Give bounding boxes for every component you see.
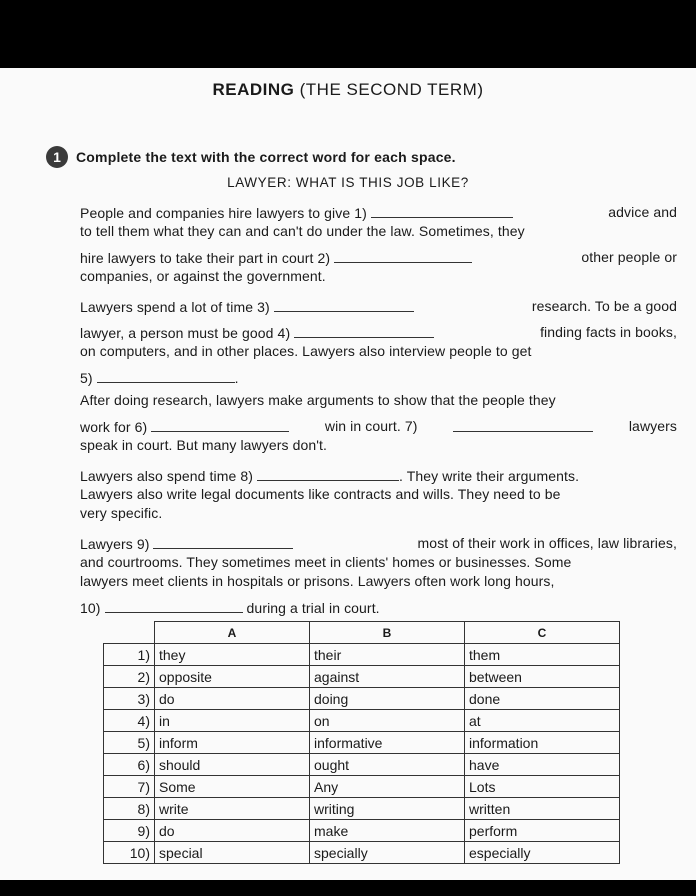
text-line: Lawyers 9) most of their work in offices, law libraries,	[80, 535, 677, 552]
task-number-badge: 1	[46, 146, 68, 168]
text-line: work for 6) win in court. 7) lawyers	[80, 418, 677, 435]
option-a[interactable]: they	[155, 644, 310, 666]
blank-7[interactable]	[453, 417, 593, 432]
option-c[interactable]: perform	[465, 820, 620, 842]
option-a[interactable]: should	[155, 754, 310, 776]
row-number: 6)	[104, 754, 155, 776]
option-b[interactable]: Any	[310, 776, 465, 798]
page-title	[0, 80, 696, 100]
option-a[interactable]: Some	[155, 776, 310, 798]
blank-10[interactable]	[105, 598, 243, 613]
option-c[interactable]: written	[465, 798, 620, 820]
blank-2[interactable]	[334, 248, 472, 263]
option-c[interactable]: have	[465, 754, 620, 776]
row-number: 9)	[104, 820, 155, 842]
option-c[interactable]: Lots	[465, 776, 620, 798]
header-c: C	[465, 622, 620, 644]
header-b: B	[310, 622, 465, 644]
text-line: Lawyers also write legal documents like contracts and wills. They need to be	[80, 486, 561, 502]
table-header-row	[104, 622, 620, 644]
row-number: 5)	[104, 732, 155, 754]
table-row	[104, 776, 620, 798]
task-instruction: Complete the text with the correct word for each space.	[76, 149, 456, 165]
option-b[interactable]: against	[310, 666, 465, 688]
text-line: speak in court. But many lawyers don't.	[80, 437, 328, 453]
option-b[interactable]: ought	[310, 754, 465, 776]
option-c[interactable]: information	[465, 732, 620, 754]
text-line: 5) .	[80, 370, 239, 386]
row-number: 8)	[104, 798, 155, 820]
option-a[interactable]: inform	[155, 732, 310, 754]
text-line: companies, or against the government.	[80, 268, 326, 284]
title-rest: (THE SECOND TERM)	[299, 80, 484, 99]
table-row	[104, 688, 620, 710]
row-number: 10)	[104, 842, 155, 864]
text-subtitle: LAWYER: WHAT IS THIS JOB LIKE?	[227, 175, 469, 190]
text-line: 10) during a trial in court.	[80, 600, 380, 616]
text-line: People and companies hire lawyers to give 1) advice and	[80, 204, 677, 221]
table-row	[104, 710, 620, 732]
table-row	[104, 666, 620, 688]
top-black-bar	[0, 0, 696, 68]
row-number: 2)	[104, 666, 155, 688]
table-row	[104, 842, 620, 864]
text-line: lawyer, a person must be good 4) finding facts in books,	[80, 324, 677, 341]
bottom-black-bar	[0, 880, 696, 896]
blank-4[interactable]	[294, 323, 434, 338]
row-number: 1)	[104, 644, 155, 666]
option-c[interactable]: at	[465, 710, 620, 732]
option-b[interactable]: their	[310, 644, 465, 666]
blank-3[interactable]	[274, 297, 414, 312]
option-b[interactable]: writing	[310, 798, 465, 820]
text-line: Lawyers also spend time 8) . They write their arguments.	[80, 468, 580, 484]
option-a[interactable]: special	[155, 842, 310, 864]
blank-5[interactable]	[97, 368, 235, 383]
row-number: 4)	[104, 710, 155, 732]
options-table	[103, 621, 620, 864]
text-line: to tell them what they can and can't do under the law. Sometimes, they	[80, 223, 525, 239]
option-b[interactable]: doing	[310, 688, 465, 710]
option-b[interactable]: informative	[310, 732, 465, 754]
option-a[interactable]: in	[155, 710, 310, 732]
blank-6[interactable]	[151, 417, 289, 432]
table-row	[104, 732, 620, 754]
option-a[interactable]: opposite	[155, 666, 310, 688]
table-row	[104, 754, 620, 776]
text-line: hire lawyers to take their part in court 2) other people or	[80, 249, 677, 266]
option-b[interactable]: on	[310, 710, 465, 732]
option-c[interactable]: done	[465, 688, 620, 710]
option-c[interactable]: between	[465, 666, 620, 688]
option-a[interactable]: do	[155, 820, 310, 842]
table-row	[104, 644, 620, 666]
blank-1[interactable]	[371, 203, 513, 218]
option-a[interactable]: write	[155, 798, 310, 820]
blank-8[interactable]	[257, 466, 399, 481]
text-line: very specific.	[80, 505, 163, 521]
text-line: on computers, and in other places. Lawyers also interview people to get	[80, 343, 532, 359]
text-line: and courtrooms. They sometimes meet in clients' homes or businesses. Some	[80, 554, 572, 570]
table-row	[104, 820, 620, 842]
header-a: A	[155, 622, 310, 644]
text-line: lawyers meet clients in hospitals or prisons. Lawyers often work long hours,	[80, 573, 555, 589]
table-row	[104, 798, 620, 820]
option-b[interactable]: make	[310, 820, 465, 842]
option-c[interactable]: especially	[465, 842, 620, 864]
blank-9[interactable]	[153, 534, 293, 549]
task-header	[46, 146, 456, 168]
option-a[interactable]: do	[155, 688, 310, 710]
title-bold: READING	[212, 80, 295, 99]
row-number: 3)	[104, 688, 155, 710]
text-line: After doing research, lawyers make arguments to show that the people they	[80, 392, 556, 408]
text-line: Lawyers spend a lot of time 3) research. To be a good	[80, 298, 677, 315]
header-corner	[104, 622, 155, 644]
worksheet-page	[0, 68, 696, 880]
row-number: 7)	[104, 776, 155, 798]
option-b[interactable]: specially	[310, 842, 465, 864]
option-c[interactable]: them	[465, 644, 620, 666]
